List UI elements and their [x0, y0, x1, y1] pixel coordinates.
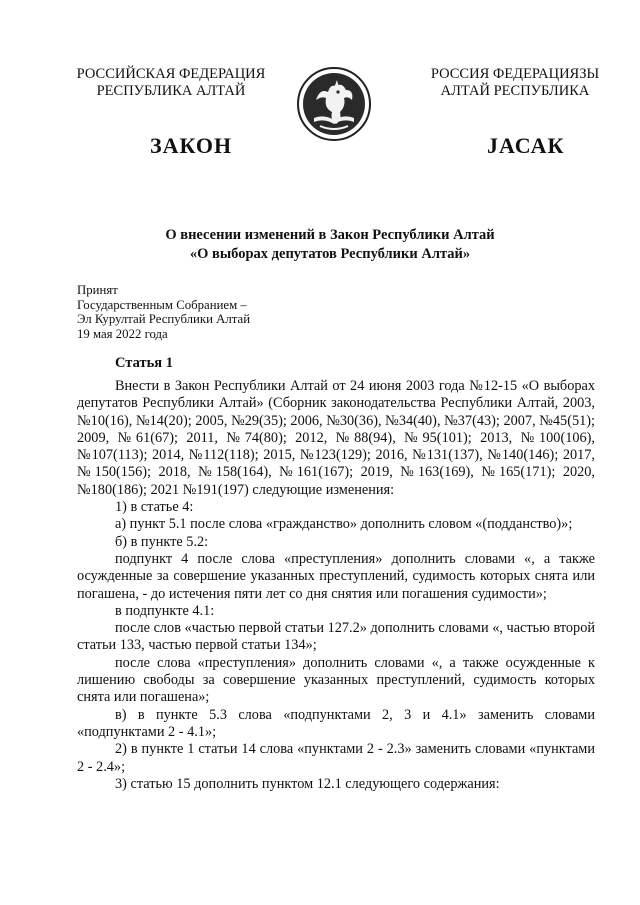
- article-body: [77, 378, 595, 793]
- document-title-line1: О внесении изменений в Закон Республики Алтай: [165, 227, 495, 243]
- paragraph: а) пункт 5.1 после слова «гражданство» дополнить словом «(подданство)»;: [115, 516, 573, 533]
- adoption-line2: Государственным Собранием –: [77, 297, 247, 312]
- paragraph: в) в пункте 5.3 слова «подпунктами 2, 3 и 4.1» заменить словами «подпунктами 2 - 4.1»;: [77, 706, 595, 740]
- adoption-info: [77, 283, 250, 342]
- coat-of-arms-icon: [296, 66, 372, 142]
- header-left-line1: РОССИЙСКАЯ ФЕДЕРАЦИЯ: [76, 66, 266, 82]
- law-title-altai: JАСАК: [487, 133, 565, 158]
- header-right: [420, 66, 610, 100]
- adoption-date: 19 мая 2022 года: [77, 327, 168, 342]
- paragraph: 3) статью 15 дополнить пунктом 12.1 следующего содержания:: [115, 775, 500, 792]
- paragraph: после слова «преступления» дополнить словами «, а также осужденные к лишению свободы за совершение указанных преступлений, судимость которых снята или погашена»;: [77, 654, 595, 706]
- header-left-line2: РЕСПУБЛИКА АЛТАЙ: [96, 83, 246, 99]
- paragraph: подпункт 4 после слова «преступления» дополнить словами «, а также осужденные за совершение указанных преступлений, судимость которых снята или погашена, - до истечения пяти лет со дня снятия или погашения судимости»;: [77, 550, 595, 602]
- adoption-line3: Эл Курултай Республики Алтай: [77, 312, 251, 327]
- paragraph: в подпункте 4.1:: [115, 602, 215, 619]
- document-title: [60, 226, 600, 264]
- header-left: [66, 66, 276, 100]
- paragraph: 1) в статье 4:: [115, 499, 194, 516]
- paragraph: Внести в Закон Республики Алтай от 24 июня 2003 года №12-15 «О выборах депутатов Республики Алтай» (Сборник законодательства Республики Алтай, 2003, №10(16), №14(20); 2005, №29(35); 2006, №30(36), №34(40), №37(43); 2007, №45(51); 2009, №61(67); 2011, №74(80); 2012, №88(94), №95(101); 2013, №100(106), №107(113); 2014, №112(118); 2015, №123(129); 2016, №131(137), №140(146); 2017, №150(156); 2018, №158(164), №161(167); 2019, №163(169), №165(171); 2020, №180(186); 2021 №191(197) следующие изменения:: [77, 378, 595, 498]
- header-right-line1: РОССИЯ ФЕДЕРАЦИЯЗЫ: [430, 66, 600, 82]
- paragraph: 2) в пункте 1 статьи 14 слова «пунктами 2 - 2.3» заменить словами «пунктами 2 - 2.4»;: [77, 741, 595, 775]
- header-right-line2: АЛТАЙ РЕСПУБЛИКА: [440, 83, 590, 99]
- paragraph: после слов «частью первой статьи 127.2» дополнить словами «, частью второй статьи 133, частью первой статьи 134»;: [77, 620, 595, 654]
- article-heading: Статья 1: [115, 355, 173, 371]
- document-title-line2: «О выборах депутатов Республики Алтай»: [189, 246, 471, 262]
- law-title-russian: ЗАКОН: [150, 133, 233, 158]
- adoption-line1: Принят: [77, 283, 118, 297]
- paragraph: б) в пункте 5.2:: [115, 533, 209, 550]
